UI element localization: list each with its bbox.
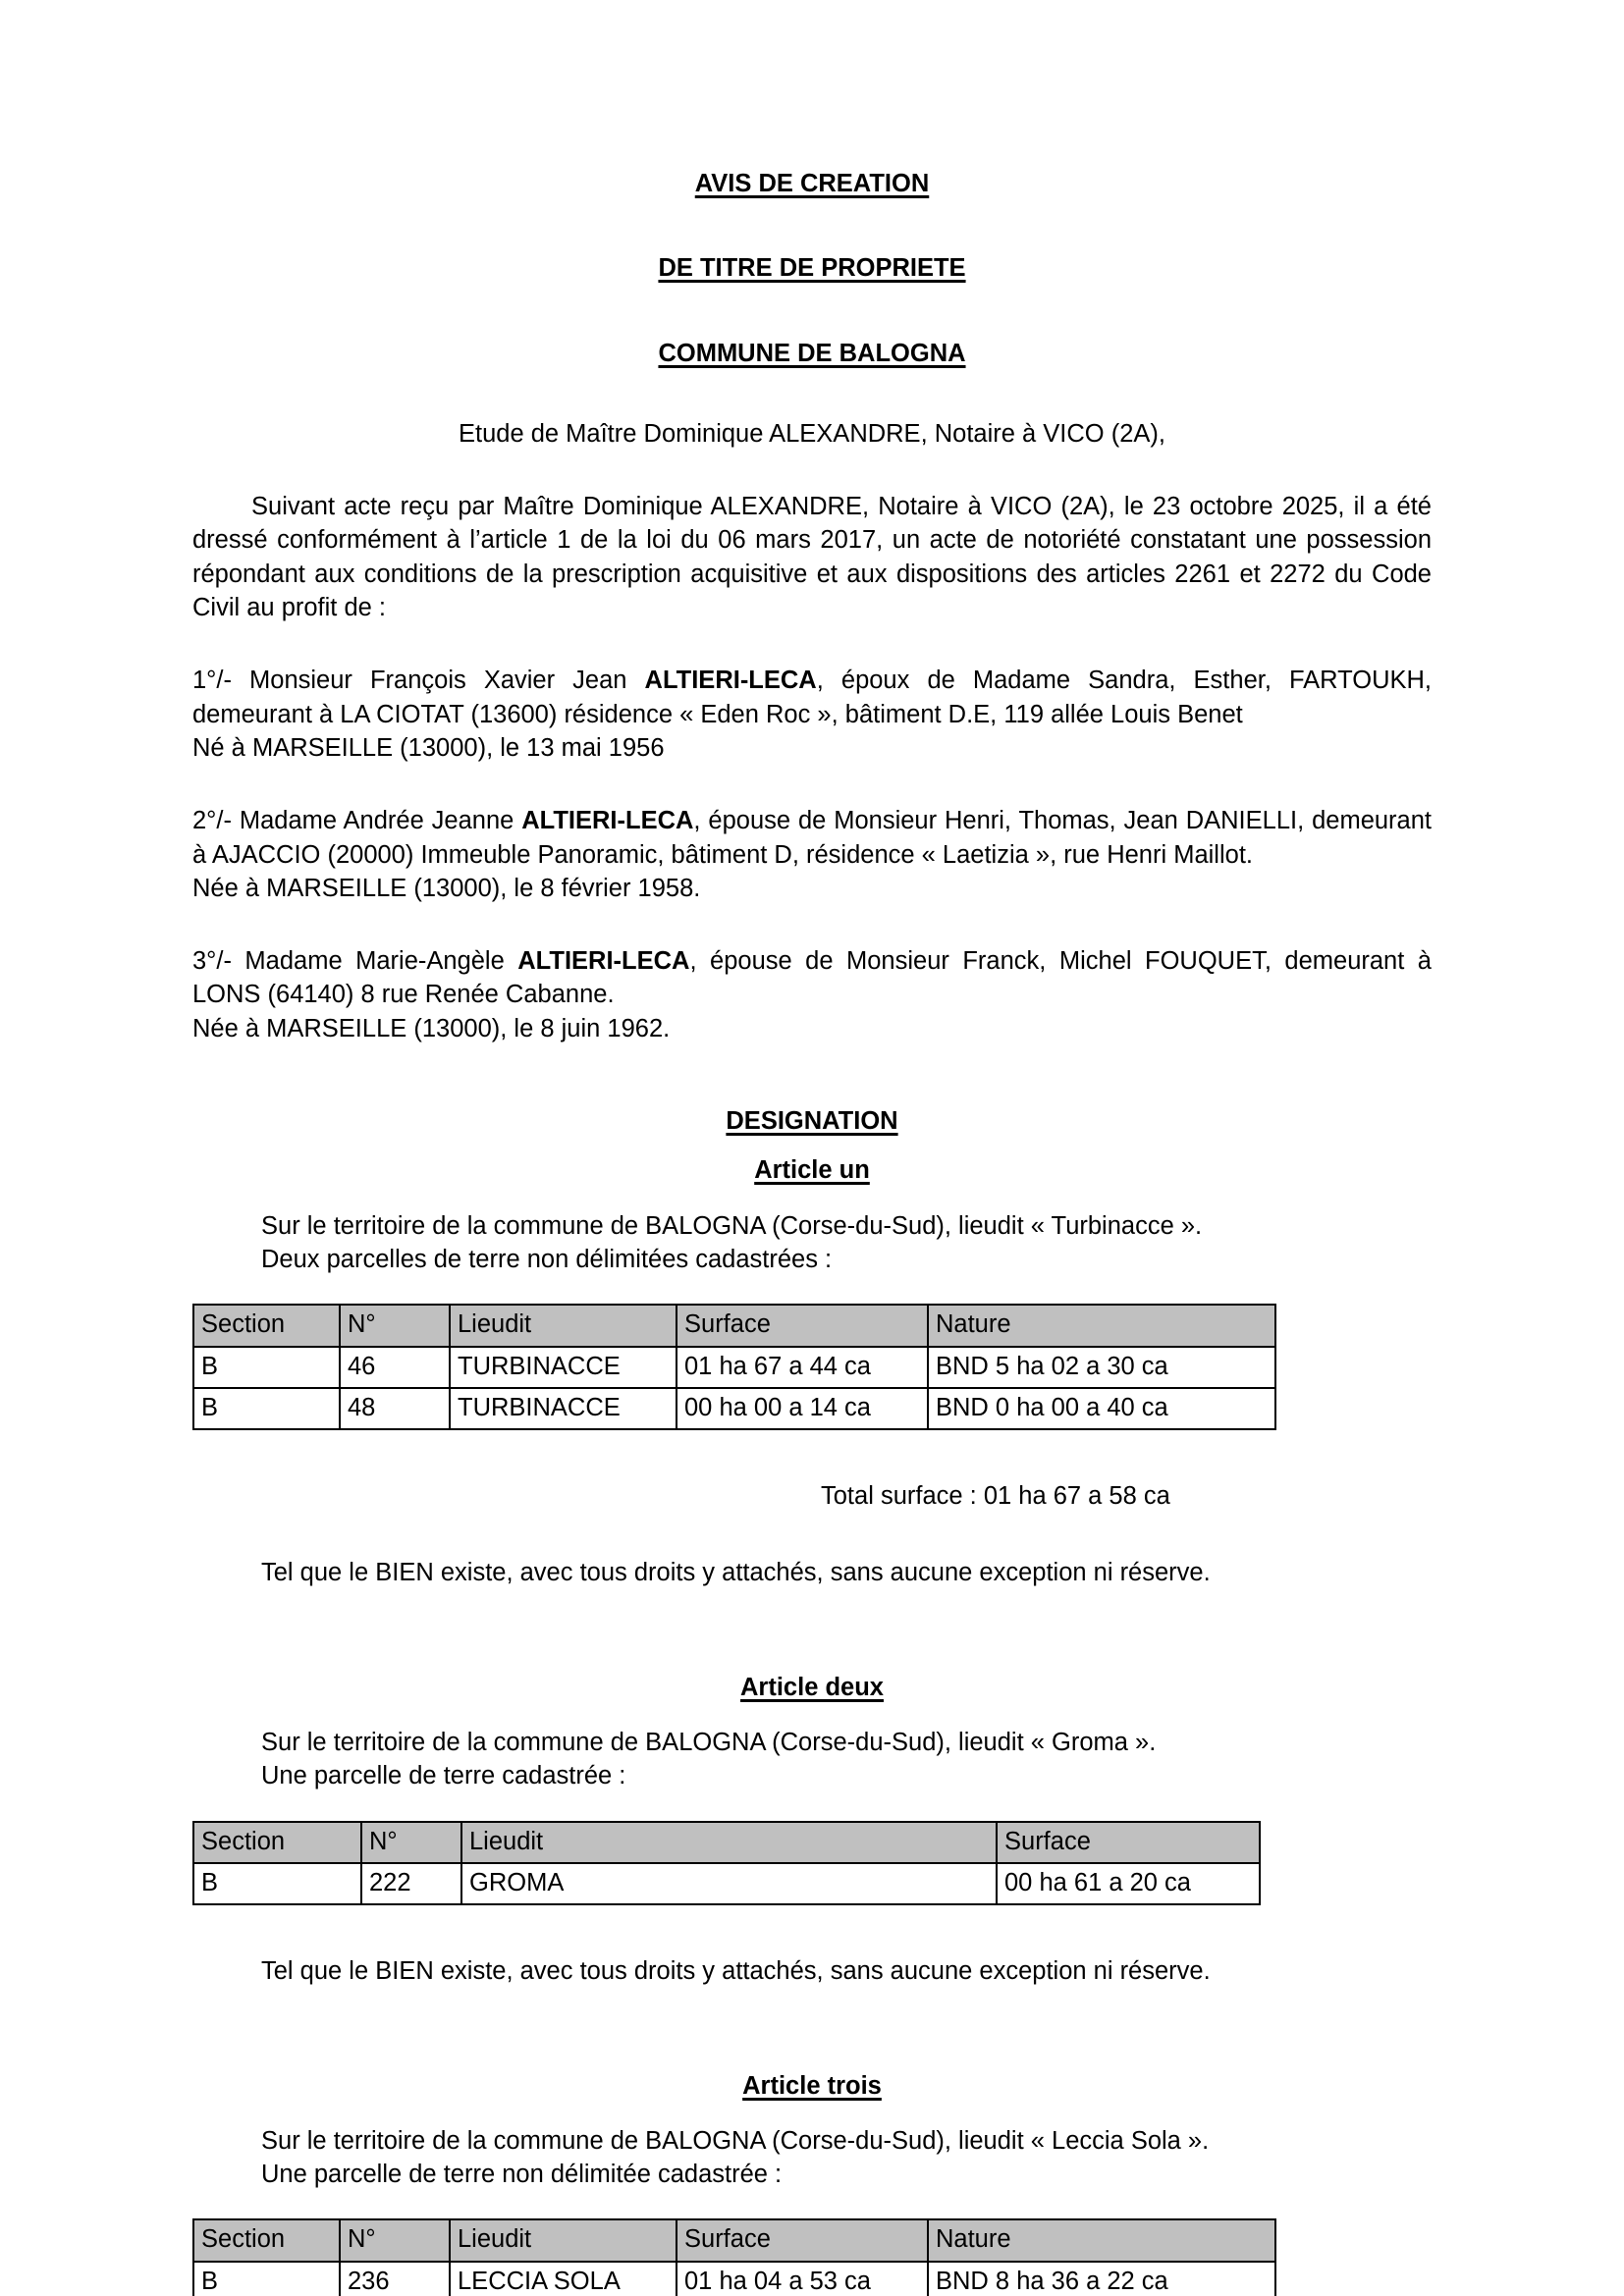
spacer: [192, 765, 1432, 804]
spacer: [192, 1989, 1432, 2069]
party-entry-2: [192, 804, 1432, 872]
column-header-nature: Nature: [928, 2219, 1275, 2261]
title-avis-de-creation-text: AVIS DE CREATION: [694, 170, 930, 197]
column-header-section: Section: [193, 2219, 340, 2261]
table-header-row: [193, 2219, 1275, 2261]
parcel-table-article-trois: [192, 2218, 1276, 2296]
article-un-heading: [192, 1153, 1432, 1187]
table-body: [193, 2262, 1275, 2296]
title-de-titre-de-propriete: [192, 251, 1432, 285]
column-header-section: Section: [193, 1822, 361, 1863]
cell-nature: BND 5 ha 02 a 30 ca: [928, 1347, 1275, 1388]
title-de-titre-de-propriete-text: DE TITRE DE PROPRIETE: [658, 254, 966, 283]
party-3-surname: ALTIERI-LECA: [517, 947, 690, 976]
cell-numero: 46: [340, 1347, 450, 1388]
spacer: [192, 1188, 1432, 1209]
spacer: [192, 286, 1432, 337]
spacer: [192, 1704, 1432, 1726]
column-header-numero: N°: [361, 1822, 461, 1863]
spacer: [192, 1138, 1432, 1153]
document-body: [192, 167, 1432, 2296]
party-2-surname: ALTIERI-LECA: [521, 807, 694, 835]
article-un-total-surface: Total surface : 01 ha 67 a 58 ca: [821, 1482, 1170, 1511]
column-header-nature: Nature: [928, 1305, 1275, 1346]
column-header-numero: N°: [340, 1305, 450, 1346]
table-header-row: [193, 1822, 1260, 1863]
title-commune-de-balogna: [192, 337, 1432, 370]
article-un-line1: Sur le territoire de la commune de BALOGNA (Corse-du-Sud), lieudit « Turbinacce ».: [261, 1211, 1203, 1240]
article-un-closing: Tel que le BIEN existe, avec tous droits y attachés, sans aucune exception ni réserve.: [261, 1559, 1211, 1587]
cell-section: B: [193, 2262, 340, 2296]
table-header: [193, 1305, 1275, 1346]
cell-surface: 01 ha 04 a 53 ca: [677, 2262, 928, 2296]
spacer: [192, 2191, 1432, 2218]
title-commune-de-balogna-text: COMMUNE DE BALOGNA: [658, 339, 966, 367]
table-body: [193, 1863, 1260, 1904]
party-1-prefix: 1°/- Monsieur François Xavier Jean: [192, 667, 645, 695]
spacer: [192, 370, 1432, 417]
party-2-suffix: , épouse de Monsieur Henri, Thomas, Jean DANIELLI, demeurant à AJACCIO (20000) Immeuble Panoramic, bâtiment D, résidence « Laetizia », rue Henri Maillot.: [192, 807, 1432, 869]
spacer: [192, 624, 1432, 664]
spacer: [192, 1276, 1432, 1304]
cell-lieudit: GROMA: [461, 1863, 997, 1904]
parcel-table-article-un: [192, 1304, 1276, 1430]
article-un-heading-text: Article un: [754, 1156, 870, 1185]
party-1-suffix: , époux de Madame Sandra, Esther, FARTOUKH, demeurant à LA CIOTAT (13600) résidence « Eden Roc », bâtiment D.E, 119 allée Louis Benet: [192, 667, 1432, 728]
cell-numero: 222: [361, 1863, 461, 1904]
title-avis-de-creation: [192, 167, 1432, 200]
notary-subtitle: Etude de Maître Dominique ALEXANDRE, Notaire à VICO (2A),: [459, 419, 1165, 448]
spacer: [192, 2103, 1432, 2124]
column-header-section: Section: [193, 1305, 340, 1346]
column-header-surface: Surface: [677, 2219, 928, 2261]
party-2-prefix: 2°/- Madame Andrée Jeanne: [192, 807, 522, 835]
cell-surface: 00 ha 00 a 14 ca: [677, 1388, 928, 1429]
cell-lieudit: TURBINACCE: [450, 1347, 677, 1388]
party-3-birth: Née à MARSEILLE (13000), le 8 juin 1962.: [192, 1014, 671, 1042]
table-row: [193, 2262, 1275, 2296]
cell-section: B: [193, 1388, 340, 1429]
column-header-lieudit: Lieudit: [450, 1305, 677, 1346]
spacer: [192, 1590, 1432, 1671]
table-row: [193, 1388, 1275, 1429]
cell-section: B: [193, 1863, 361, 1904]
article-deux-heading: [192, 1671, 1432, 1704]
spacer: [192, 451, 1432, 490]
table-row: [193, 1347, 1275, 1388]
party-1-birth: Né à MARSEILLE (13000), le 13 mai 1956: [192, 733, 665, 762]
article-trois-heading-text: Article trois: [742, 2071, 882, 2100]
cell-lieudit: TURBINACCE: [450, 1388, 677, 1429]
intro-paragraph: Suivant acte reçu par Maître Dominique ALEXANDRE, Notaire à VICO (2A), le 23 octobre 2025, il a été dressé conformément à l’article 1 de la loi du 06 mars 2017, un acte de notoriété constatant une possession répondant aux conditions de la prescription acquisitive et aux dispositions des articles 2261 et 2272 du Code Civil au profit de :: [192, 493, 1432, 622]
table-header: [193, 2219, 1275, 2261]
spacer: [192, 1793, 1432, 1821]
cell-numero: 236: [340, 2262, 450, 2296]
table-row: [193, 1863, 1260, 1904]
cell-numero: 48: [340, 1388, 450, 1429]
spacer: [192, 1430, 1432, 1479]
column-header-lieudit: Lieudit: [450, 2219, 677, 2261]
spacer: [192, 200, 1432, 251]
table-body: [193, 1347, 1275, 1430]
spacer: [192, 1045, 1432, 1104]
article-deux-line1: Sur le territoire de la commune de BALOGNA (Corse-du-Sud), lieudit « Groma ».: [261, 1729, 1157, 1757]
article-trois-line1: Sur le territoire de la commune de BALOGNA (Corse-du-Sud), lieudit « Leccia Sola ».: [261, 2126, 1210, 2155]
spacer: [192, 1905, 1432, 1954]
article-deux-closing: Tel que le BIEN existe, avec tous droits y attachés, sans aucune exception ni réserve.: [261, 1957, 1211, 1986]
table-header-row: [193, 1305, 1275, 1346]
column-header-surface: Surface: [997, 1822, 1260, 1863]
cell-lieudit: LECCIA SOLA: [450, 2262, 677, 2296]
article-deux-heading-text: Article deux: [740, 1673, 884, 1701]
table-header: [193, 1822, 1260, 1863]
article-deux-line2: Une parcelle de terre cadastrée :: [261, 1762, 626, 1790]
party-2-birth: Née à MARSEILLE (13000), le 8 février 1958.: [192, 874, 701, 902]
cell-section: B: [193, 1347, 340, 1388]
article-trois-line2: Une parcelle de terre non délimitée cadastrée :: [261, 2161, 783, 2189]
parcel-table-article-deux: [192, 1821, 1261, 1906]
designation-heading: [192, 1104, 1432, 1138]
party-3-prefix: 3°/- Madame Marie-Angèle: [192, 947, 518, 976]
column-header-surface: Surface: [677, 1305, 928, 1346]
spacer: [192, 905, 1432, 944]
column-header-numero: N°: [340, 2219, 450, 2261]
party-1-surname: ALTIERI-LECA: [644, 667, 817, 695]
article-un-line2: Deux parcelles de terre non délimitées cadastrées :: [261, 1245, 833, 1273]
column-header-lieudit: Lieudit: [461, 1822, 997, 1863]
cell-nature: BND 0 ha 00 a 40 ca: [928, 1388, 1275, 1429]
designation-heading-text: DESIGNATION: [726, 1107, 898, 1136]
party-entry-1: [192, 664, 1432, 731]
spacer: [192, 1513, 1432, 1556]
cell-surface: 01 ha 67 a 44 ca: [677, 1347, 928, 1388]
party-entry-3: [192, 944, 1432, 1012]
article-trois-heading: [192, 2069, 1432, 2103]
party-3-suffix: , épouse de Monsieur Franck, Michel FOUQUET, demeurant à LONS (64140) 8 rue Renée Cabanne.: [192, 947, 1432, 1009]
cell-nature: BND 8 ha 36 a 22 ca: [928, 2262, 1275, 2296]
cell-surface: 00 ha 61 a 20 ca: [997, 1863, 1260, 1904]
